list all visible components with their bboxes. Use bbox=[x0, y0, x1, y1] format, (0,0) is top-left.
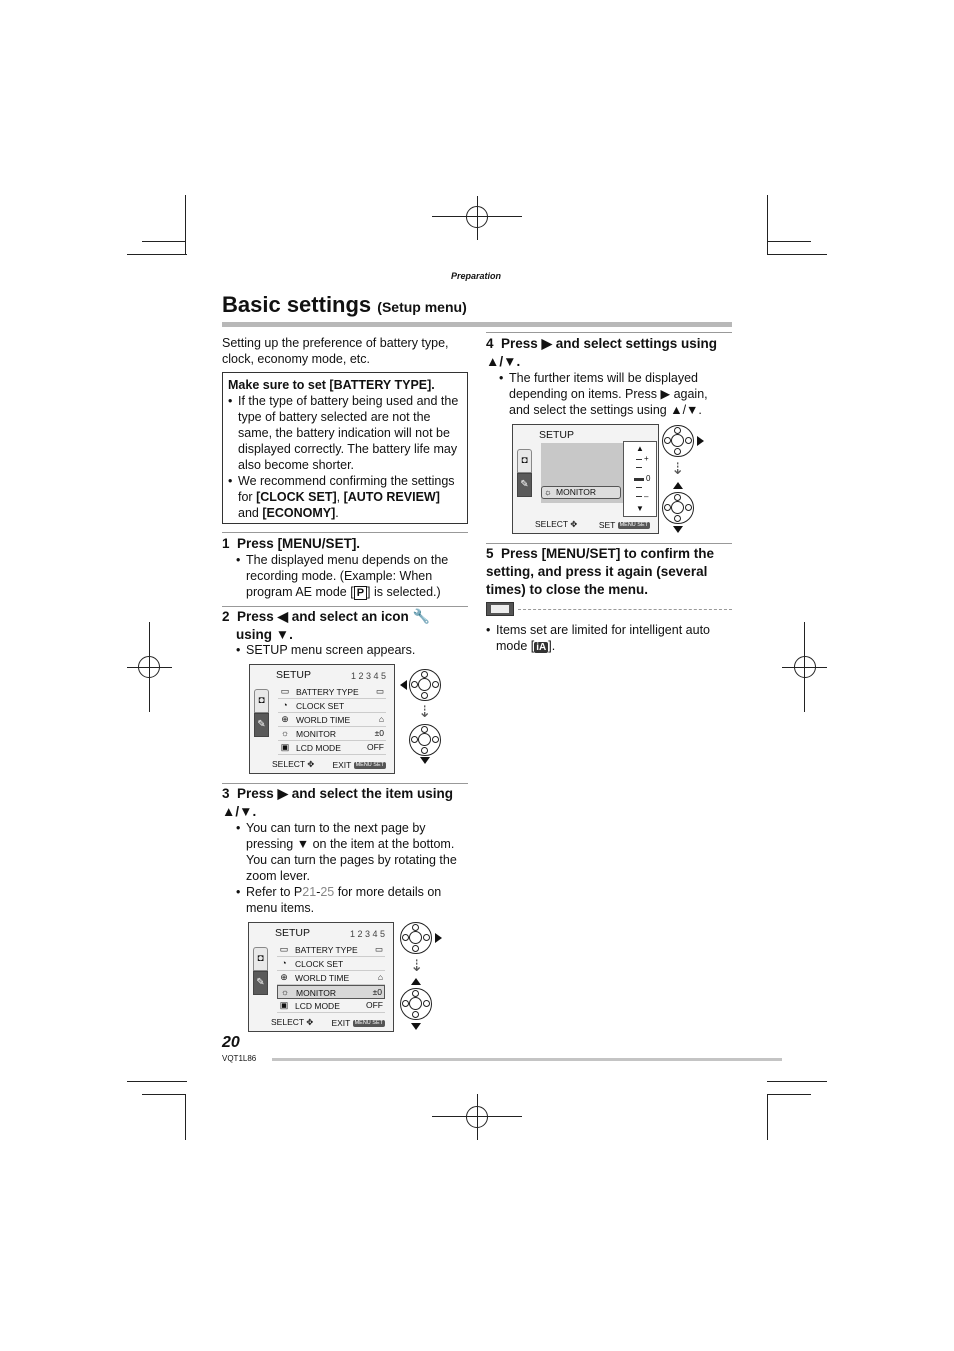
intelligent-auto-icon: iA bbox=[536, 642, 547, 653]
lcd-icon: ▣ bbox=[280, 742, 290, 752]
step-3-bullets bbox=[236, 820, 468, 916]
step-rule bbox=[486, 543, 732, 544]
registration-line bbox=[477, 1094, 478, 1140]
step-rule bbox=[222, 783, 468, 784]
screen-title: SETUP bbox=[275, 927, 311, 939]
warning-heading: Make sure to set [BATTERY TYPE]. bbox=[228, 378, 435, 392]
menu-set-icon: MENU SET bbox=[354, 1020, 383, 1027]
step-rule bbox=[222, 532, 468, 533]
monitor-item: ☼ MONITOR bbox=[541, 486, 621, 499]
step-1-bullets bbox=[236, 552, 468, 601]
page-indicator: 1 2 3 4 5 bbox=[350, 671, 386, 681]
left-arrow-icon bbox=[400, 680, 407, 690]
cross-arrows-icon: ✥ bbox=[306, 1017, 314, 1027]
down-triangle-icon bbox=[411, 1023, 421, 1030]
step-5-heading: 5 Press [MENU/SET] to confirm the setting, and press it again (several times) to close the menu. bbox=[486, 546, 715, 597]
screen-title: SETUP bbox=[539, 429, 575, 441]
step-1-bullet: • The displayed menu depends on the recording mode. (Example: When program AE mode [ P ] is selected.) bbox=[236, 552, 468, 601]
step-3-heading: 3 Press ▶ and select the item using ▲/▼. bbox=[222, 786, 453, 819]
crop-mark bbox=[767, 1094, 768, 1140]
clock-icon: ◔ bbox=[281, 958, 287, 968]
setup-menu-screen-selected bbox=[248, 922, 394, 1032]
crop-mark bbox=[185, 195, 186, 255]
camera-tab-icon: ◘ bbox=[517, 449, 532, 473]
down-triangle-icon bbox=[420, 757, 430, 764]
exit-hint: EXIT MENU SET bbox=[331, 1018, 383, 1028]
select-hint: SELECT ✥ bbox=[271, 1017, 314, 1027]
screen-title: SETUP bbox=[276, 669, 312, 681]
crop-mark bbox=[142, 241, 186, 242]
note-bullets bbox=[486, 622, 732, 656]
menu-tabs bbox=[253, 947, 268, 1005]
crop-mark bbox=[127, 254, 187, 255]
cross-arrows-icon: ✥ bbox=[570, 519, 578, 529]
monitor-adjust-screen bbox=[512, 424, 659, 534]
program-ae-icon: P bbox=[354, 586, 367, 600]
page-title bbox=[222, 292, 467, 318]
wrench-tab-icon: ✎ bbox=[517, 473, 532, 497]
exit-hint: EXIT MENU SET bbox=[332, 760, 384, 770]
note-icon bbox=[486, 602, 514, 616]
section-label: Preparation bbox=[451, 271, 502, 281]
dpad-icon bbox=[400, 988, 432, 1020]
globe-icon: ⊕ bbox=[280, 972, 288, 982]
crop-mark bbox=[767, 1081, 827, 1082]
step-4-heading: 4 Press ▶ and select settings using ▲/▼. bbox=[486, 336, 717, 369]
crop-mark bbox=[185, 1094, 186, 1140]
menu-row: ◔ CLOCK SET bbox=[277, 957, 385, 971]
dpad-icon bbox=[409, 724, 441, 756]
brightness-icon: ☼ bbox=[280, 728, 290, 738]
crop-mark bbox=[767, 241, 811, 242]
menu-set-icon: MENU SET bbox=[355, 762, 384, 769]
cross-arrows-icon: ✥ bbox=[307, 759, 315, 769]
wrench-icon: 🔧 bbox=[412, 608, 430, 624]
intro-text: Setting up the preference of battery type, clock, economy mode, etc. bbox=[222, 336, 449, 366]
brightness-icon: ☼ bbox=[280, 987, 290, 997]
battery-icon: ▭ bbox=[279, 944, 289, 954]
crop-mark bbox=[127, 1081, 187, 1082]
menu-row: ▣ LCD MODE OFF bbox=[277, 999, 385, 1013]
dpad-icon bbox=[662, 492, 694, 524]
wrench-tab-icon: ✎ bbox=[253, 971, 268, 995]
footer-rule bbox=[272, 1058, 782, 1061]
title-sub: (Setup menu) bbox=[377, 299, 467, 315]
menu-row: ⊕ WORLD TIME ⌂ bbox=[277, 971, 385, 985]
right-arrow-icon bbox=[697, 436, 704, 446]
crop-mark bbox=[767, 1094, 811, 1095]
setup-menu-screen bbox=[249, 664, 395, 774]
right-arrow-icon bbox=[435, 933, 442, 943]
step-4-bullet: • The further items will be displayed depending on items. Press ▶ again, and select the settings using ▲/▼. bbox=[499, 370, 729, 418]
set-hint: SET MENU SET bbox=[598, 520, 648, 530]
registration-line bbox=[804, 622, 805, 712]
page-indicator: 1 2 3 4 5 bbox=[349, 929, 385, 939]
warning-bullet: • If the type of battery being used and the type of battery selected are not the same, the battery indication will not be displayed correctly. The battery life may also become shorter. bbox=[228, 393, 462, 473]
step-3-bullet: • Refer to P21-25 for more details on menu items. bbox=[236, 884, 468, 916]
warning-box bbox=[222, 372, 468, 524]
select-hint: SELECT ✥ bbox=[535, 519, 578, 529]
page-number: 20 bbox=[222, 1034, 240, 1051]
step-2-heading: 2 Press ◀ and select an icon 🔧 using ▼. bbox=[222, 608, 430, 642]
step-3-bullet: • You can turn to the next page by pressing ▼ on the item at the bottom. You can turn the pages by rotating the zoom lever. bbox=[236, 820, 468, 884]
down-triangle-icon bbox=[673, 526, 683, 533]
select-hint: SELECT ✥ bbox=[272, 759, 315, 769]
camera-tab-icon: ◘ bbox=[254, 689, 269, 713]
crop-mark bbox=[142, 1094, 186, 1095]
battery-icon: ▭ bbox=[280, 686, 290, 696]
camera-tab-icon: ◘ bbox=[253, 947, 268, 971]
menu-row: ⊕ WORLD TIME ⌂ bbox=[278, 713, 386, 727]
warning-bullet: • We recommend confirming the settings for [CLOCK SET], [AUTO REVIEW] and [ECONOMY]. bbox=[228, 473, 462, 521]
dpad-icon bbox=[409, 669, 441, 701]
down-arrow-icon: ⇣ bbox=[410, 958, 424, 975]
title-main: Basic settings bbox=[222, 292, 372, 317]
clock-icon: ◔ bbox=[282, 700, 288, 710]
menu-tabs bbox=[517, 449, 532, 507]
registration-line bbox=[149, 622, 150, 712]
menu-row: ☼ MONITOR ±0 bbox=[278, 727, 386, 741]
step-1-heading: 1 Press [MENU/SET]. bbox=[222, 536, 361, 551]
step-2-bullet: • SETUP menu screen appears. bbox=[236, 642, 468, 658]
up-triangle-icon bbox=[411, 978, 421, 985]
brightness-icon: ☼ bbox=[544, 487, 552, 497]
menu-set-icon: MENU SET bbox=[619, 522, 648, 529]
menu-row: ▭ BATTERY TYPE ▭ bbox=[277, 943, 385, 957]
step-4-bullets bbox=[499, 370, 729, 418]
up-triangle-icon bbox=[673, 482, 683, 489]
menu-row-selected: ☼ MONITOR ±0 bbox=[277, 985, 385, 999]
menu-tabs bbox=[254, 689, 269, 747]
step-rule bbox=[486, 332, 732, 333]
menu-row: ▣ LCD MODE OFF bbox=[278, 741, 386, 755]
crop-mark bbox=[767, 195, 768, 255]
menu-row: ◔ CLOCK SET bbox=[278, 699, 386, 713]
note-divider bbox=[518, 609, 732, 610]
dpad-icon bbox=[400, 922, 432, 954]
down-arrow-icon: ⇣ bbox=[418, 704, 432, 721]
dpad-icon bbox=[662, 425, 694, 457]
step-2-bullets bbox=[236, 642, 468, 658]
crop-mark bbox=[767, 254, 827, 255]
model-code: VQT1L86 bbox=[222, 1054, 257, 1063]
lcd-icon: ▣ bbox=[279, 1000, 289, 1010]
title-rule bbox=[222, 322, 732, 327]
note-bullet: • Items set are limited for intelligent auto mode [ iA ]. bbox=[486, 622, 732, 656]
menu-row: ▭ BATTERY TYPE ▭ bbox=[278, 685, 386, 699]
down-arrow-icon: ⇣ bbox=[671, 461, 685, 478]
globe-icon: ⊕ bbox=[281, 714, 289, 724]
wrench-tab-icon: ✎ bbox=[254, 713, 269, 737]
registration-line bbox=[477, 196, 478, 240]
level-scale: ▲ + 0 – ▼ bbox=[623, 441, 657, 517]
